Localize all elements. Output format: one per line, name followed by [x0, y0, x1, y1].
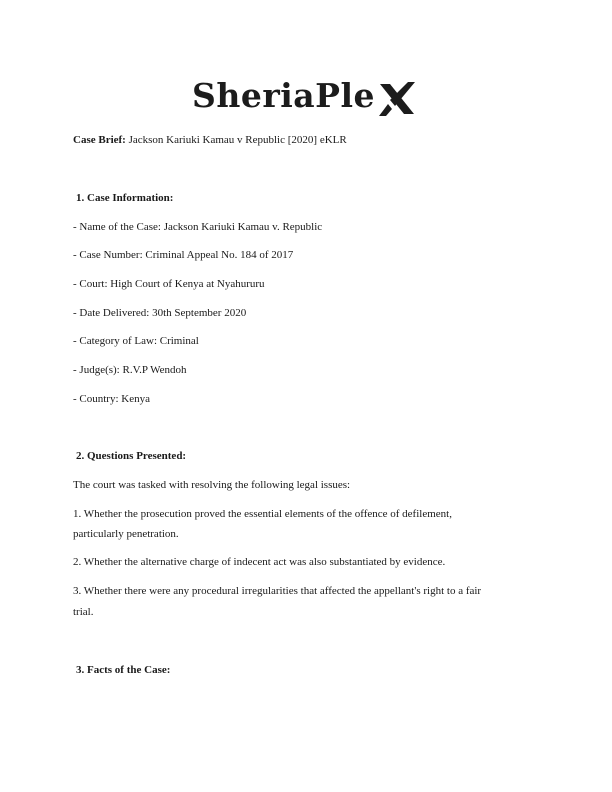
- question-3-line-2: trial.: [73, 606, 94, 618]
- country-item: - Country: Kenya: [73, 393, 150, 405]
- case-brief-title: Jackson Kariuki Kamau v Republic [2020] eKLR: [128, 134, 347, 146]
- category-item: - Category of Law: Criminal: [73, 335, 199, 347]
- question-1-line-1: 1. Whether the prosecution proved the essential elements of the offence of defilement,: [73, 508, 452, 520]
- court-item: - Court: High Court of Kenya at Nyahururu: [73, 278, 265, 290]
- facts-heading: 3. Facts of the Case:: [76, 664, 171, 676]
- case-number-item: - Case Number: Criminal Appeal No. 184 of 2017: [73, 249, 294, 261]
- logo-wordmark: SheriaPle: [192, 76, 375, 115]
- sheriaplex-logo: [192, 74, 422, 122]
- questions-intro: The court was tasked with resolving the following legal issues:: [73, 479, 351, 491]
- question-3-line-1: 3. Whether there were any procedural irregularities that affected the appellant's right to a fair: [73, 585, 482, 597]
- question-1-line-2: particularly penetration.: [73, 528, 179, 540]
- judges-item: - Judge(s): R.V.P Wendoh: [73, 364, 187, 376]
- case-information-heading: 1. Case Information:: [76, 192, 174, 204]
- questions-heading: 2. Questions Presented:: [76, 450, 187, 462]
- case-name-item: - Name of the Case: Jackson Kariuki Kamau v. Republic: [73, 221, 323, 233]
- question-2: 2. Whether the alternative charge of indecent act was also substantiated by evidence.: [73, 556, 446, 568]
- date-delivered-item: - Date Delivered: 30th September 2020: [73, 307, 247, 319]
- case-brief-line: [73, 134, 347, 146]
- logo-x-mark: [378, 80, 416, 118]
- case-brief-label: Case Brief:: [73, 134, 126, 146]
